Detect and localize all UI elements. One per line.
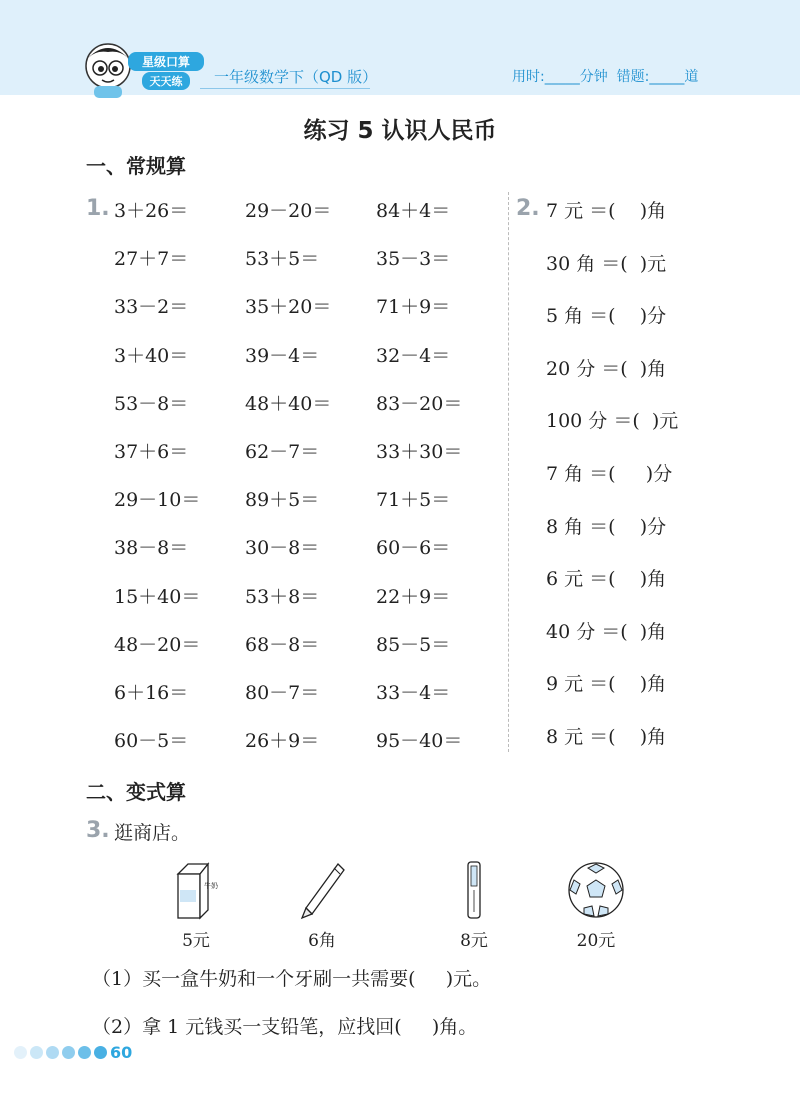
conversion-problem: 5 角 ＝( )分 [546, 305, 667, 327]
arithmetic-problem: 32－4＝ [376, 345, 451, 367]
brand-line1: 星级口算 [128, 52, 204, 71]
arithmetic-problem: 22＋9＝ [376, 586, 451, 608]
sub-question-2: （2）拿 1 元钱买一支铅笔，应找回( )角。 [92, 1016, 478, 1038]
section-heading-regular: 一、常规算 [86, 154, 186, 178]
arithmetic-problem: 15＋40＝ [114, 586, 201, 608]
toothbrush-icon [434, 860, 514, 920]
conversion-problem: 100 分 ＝( )元 [546, 410, 679, 432]
title-underline [200, 88, 370, 89]
arithmetic-problem: 68－8＝ [245, 634, 320, 656]
time-and-errors-field: 用时:_____分钟 错题:_____道 [512, 69, 699, 85]
arithmetic-problem: 71＋9＝ [376, 296, 451, 318]
arithmetic-problem: 27＋7＝ [114, 248, 189, 270]
footer-dot [94, 1046, 107, 1059]
arithmetic-problem: 29－20＝ [245, 200, 332, 222]
arithmetic-problem: 71＋5＝ [376, 489, 451, 511]
page-number: 60 [110, 1043, 133, 1062]
arithmetic-problem: 53＋8＝ [245, 586, 320, 608]
price-toothbrush: 8元 [460, 931, 488, 951]
milk-label: 牛奶 [204, 882, 218, 890]
arithmetic-problem: 3＋26＝ [114, 200, 189, 222]
conversion-problem: 40 分 ＝( )角 [546, 621, 667, 643]
column-divider [508, 192, 509, 752]
arithmetic-problem: 6＋16＝ [114, 682, 189, 704]
conversion-problem: 20 分 ＝( )角 [546, 358, 667, 380]
price-pencil: 6角 [308, 931, 336, 951]
arithmetic-problem: 60－6＝ [376, 537, 451, 559]
arithmetic-problem: 35＋20＝ [245, 296, 332, 318]
arithmetic-problem: 53＋5＝ [245, 248, 320, 270]
arithmetic-problem: 89＋5＝ [245, 489, 320, 511]
brand-line2: 天天练 [142, 72, 190, 90]
footer-dot [14, 1046, 27, 1059]
arithmetic-problem: 38－8＝ [114, 537, 189, 559]
arithmetic-problem: 84＋4＝ [376, 200, 451, 222]
arithmetic-problem: 26＋9＝ [245, 730, 320, 752]
footer-dot [46, 1046, 59, 1059]
price-milk: 5元 [182, 931, 210, 951]
arithmetic-problem: 48－20＝ [114, 634, 201, 656]
sub-question-1: （1）买一盒牛奶和一个牙刷一共需要( )元。 [92, 968, 492, 990]
arithmetic-problem: 39－4＝ [245, 345, 320, 367]
milk-carton-icon [156, 860, 236, 920]
arithmetic-problem: 35－3＝ [376, 248, 451, 270]
question-number-2: 2. [516, 196, 540, 221]
book-title: 一年级数学下（QD 版） [214, 68, 378, 86]
arithmetic-problem: 33－2＝ [114, 296, 189, 318]
arithmetic-problem: 53－8＝ [114, 393, 189, 415]
conversion-problem: 30 角 ＝( )元 [546, 253, 667, 275]
conversion-problem: 8 角 ＝( )分 [546, 516, 667, 538]
brand-logo [128, 48, 204, 94]
arithmetic-problem: 95－40＝ [376, 730, 463, 752]
arithmetic-problem: 33＋30＝ [376, 441, 463, 463]
conversion-problem: 9 元 ＝( )角 [546, 673, 667, 695]
arithmetic-problem: 85－5＝ [376, 634, 451, 656]
conversion-problem: 7 元 ＝( )角 [546, 200, 667, 222]
arithmetic-problem: 60－5＝ [114, 730, 189, 752]
arithmetic-problem: 37＋6＝ [114, 441, 189, 463]
question-number-3: 3. [86, 818, 110, 843]
arithmetic-problem: 3＋40＝ [114, 345, 189, 367]
arithmetic-problem: 62－7＝ [245, 441, 320, 463]
arithmetic-problem: 80－7＝ [245, 682, 320, 704]
lesson-title: 练习 5 认识人民币 [303, 118, 497, 144]
conversion-problem: 6 元 ＝( )角 [546, 568, 667, 590]
arithmetic-problem: 83－20＝ [376, 393, 463, 415]
question-number-1: 1. [86, 196, 110, 221]
conversion-problem: 7 角 ＝( )分 [546, 463, 673, 485]
arithmetic-problem: 48＋40＝ [245, 393, 332, 415]
pencil-icon [282, 860, 362, 920]
arithmetic-problem: 29－10＝ [114, 489, 201, 511]
arithmetic-problem: 30－8＝ [245, 537, 320, 559]
footer-dot [62, 1046, 75, 1059]
footer-dot [30, 1046, 43, 1059]
price-ball: 20元 [576, 931, 616, 951]
soccer-ball-icon [556, 860, 636, 920]
footer-dot [78, 1046, 91, 1059]
question-3-intro: 逛商店。 [114, 822, 191, 844]
arithmetic-problem: 33－4＝ [376, 682, 451, 704]
conversion-problem: 8 元 ＝( )角 [546, 726, 667, 748]
section-heading-variant: 二、变式算 [86, 780, 186, 804]
